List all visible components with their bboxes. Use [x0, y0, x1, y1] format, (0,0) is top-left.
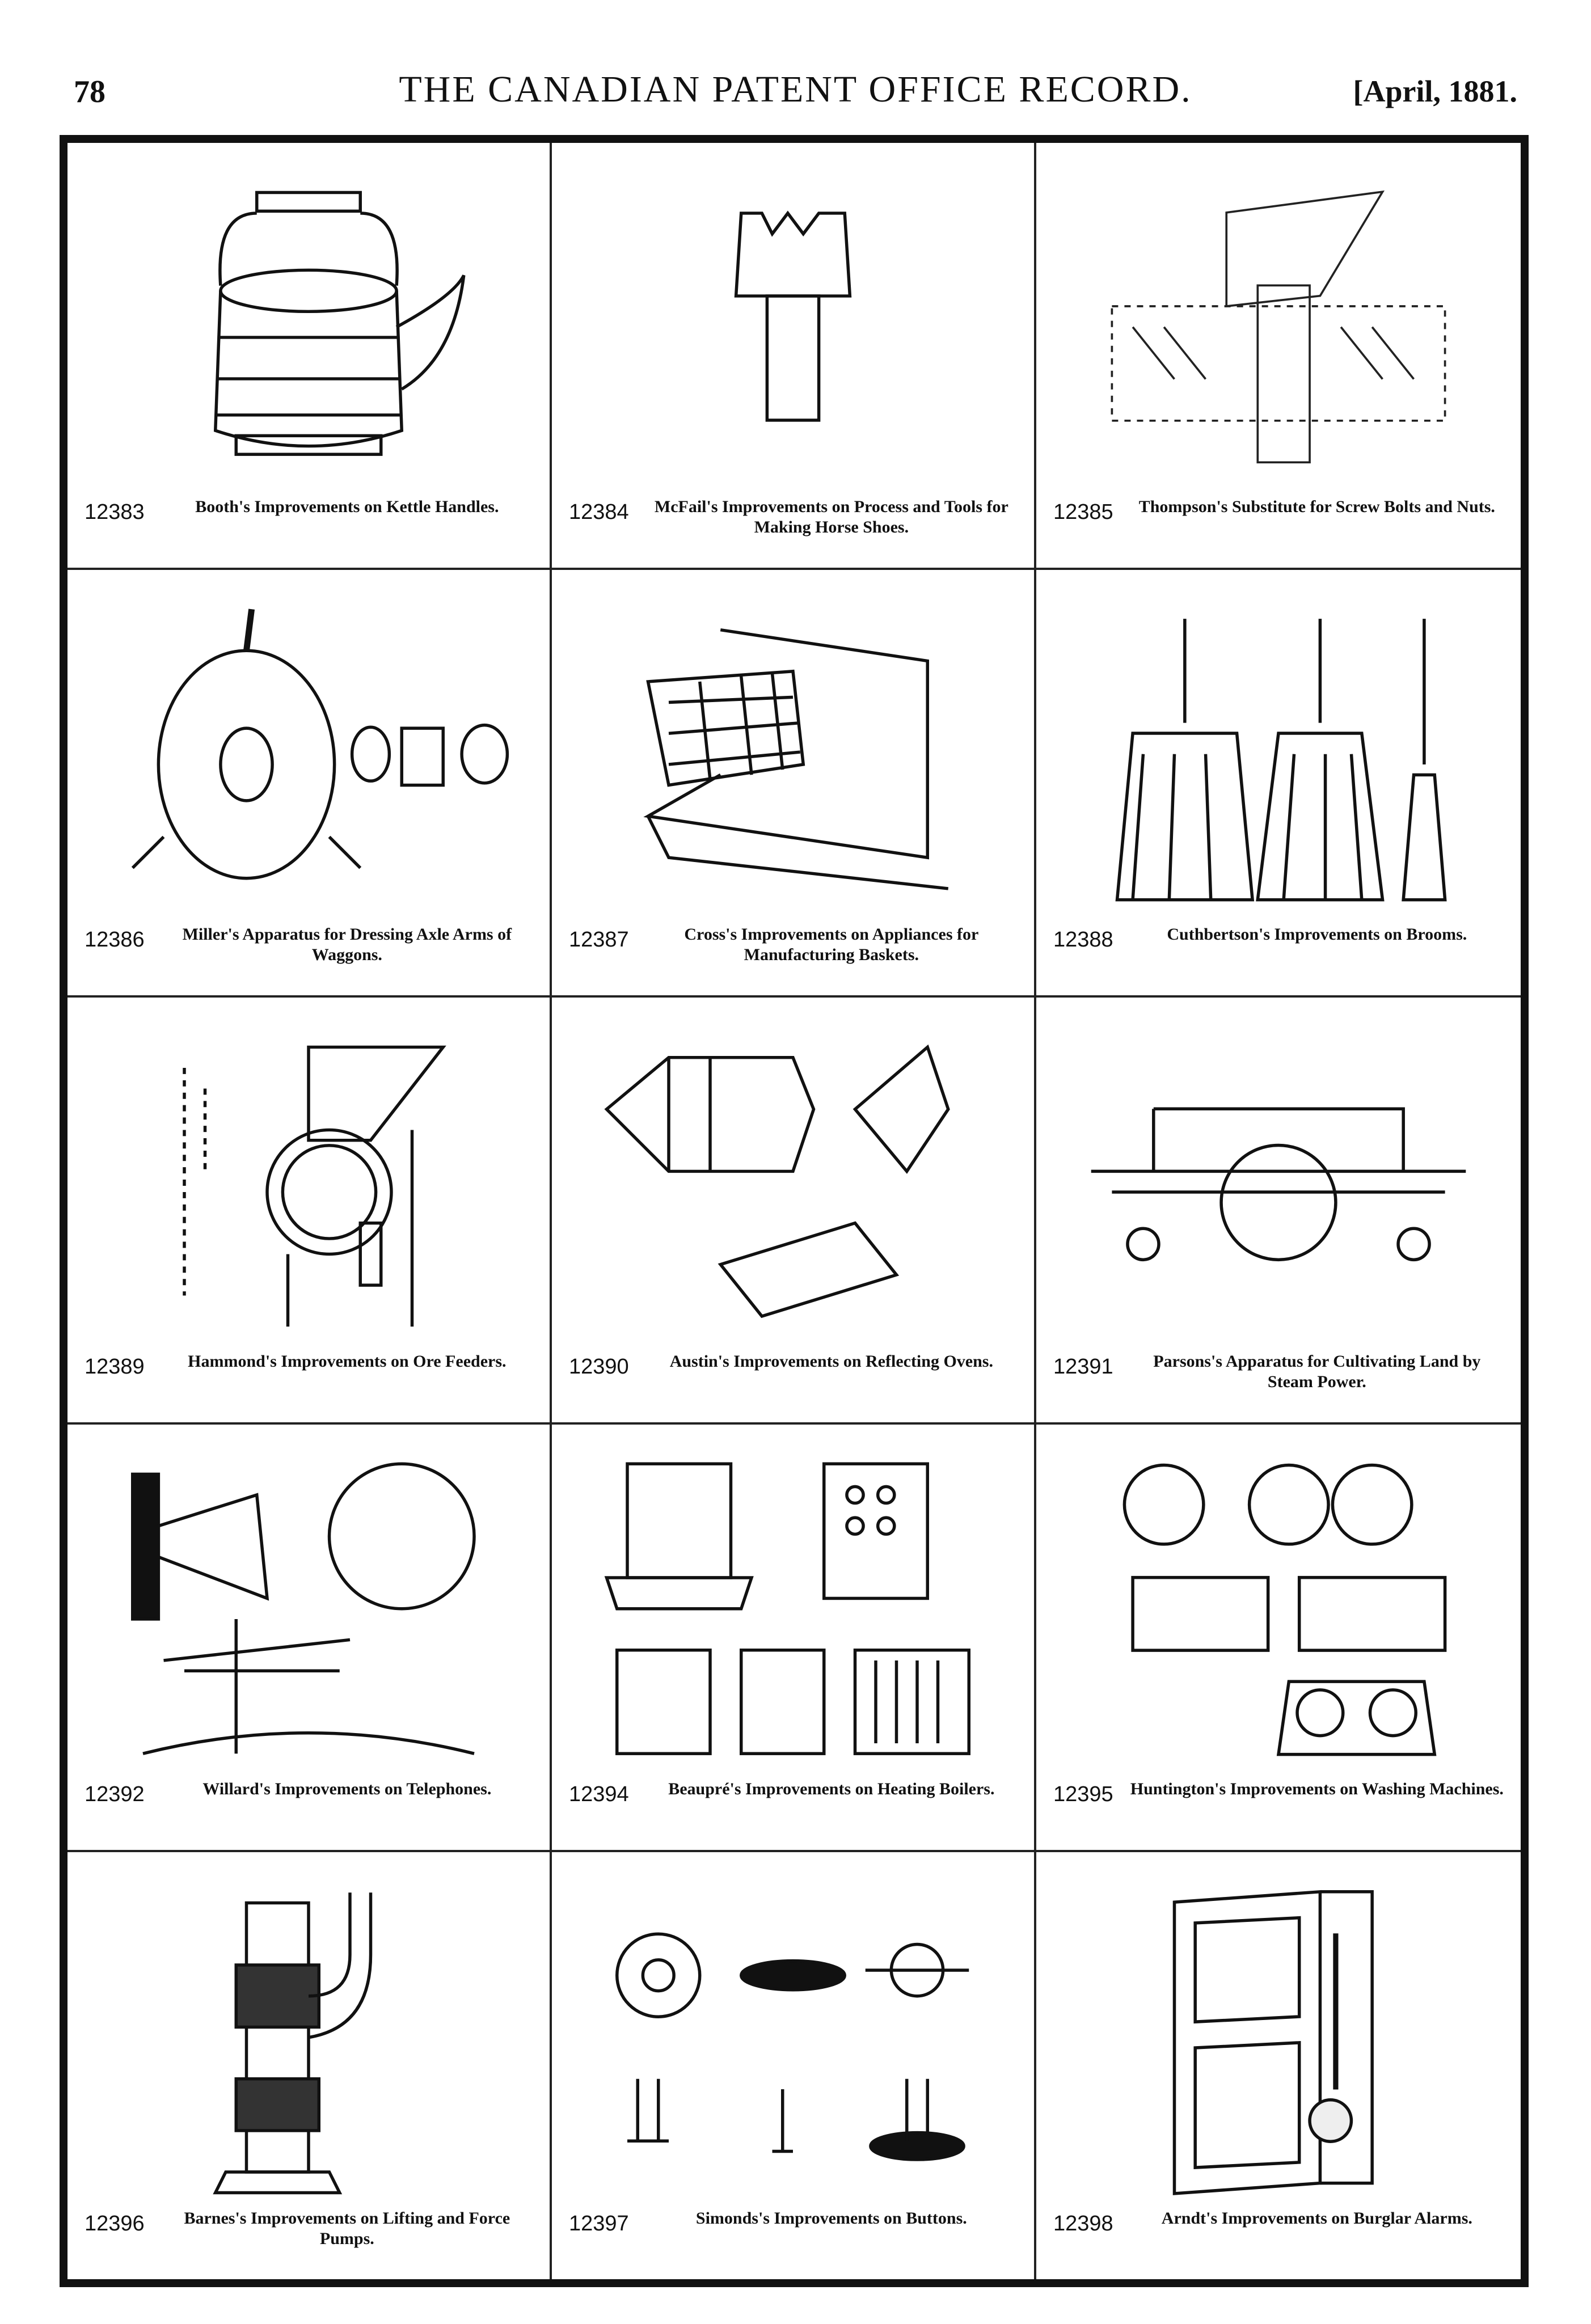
ore-feeder-illustration	[102, 1020, 516, 1343]
patent-title: Beaupré's Improvements on Heating Boilers.	[668, 1779, 995, 1798]
patent-title: Thompson's Substitute for Screw Bolts and Nuts.	[1138, 497, 1495, 517]
patent-caption	[569, 497, 1017, 553]
patent-cell	[67, 143, 552, 570]
patent-number: 12386	[85, 927, 145, 952]
patent-number: 12387	[569, 927, 629, 952]
patent-caption	[569, 924, 1017, 981]
kettle-illustration	[102, 166, 516, 488]
patent-title: Austin's Improvements on Reflecting Ovens.	[669, 1352, 993, 1371]
patent-number: 12391	[1053, 1355, 1113, 1379]
patent-title: Willard's Improvements on Telephones.	[202, 1779, 492, 1798]
page-number: 78	[74, 74, 105, 109]
patent-title: Arndt's Improvements on Burglar Alarms.	[1161, 2209, 1472, 2228]
patent-title: Booth's Improvements on Kettle Handles.	[195, 497, 499, 517]
pump-illustration	[102, 1875, 516, 2200]
telephone-illustration	[102, 1447, 516, 1770]
patent-caption	[1053, 497, 1504, 553]
patent-title: Cross's Improvements on Appliances for Manufacturing Baskets.	[684, 924, 979, 964]
patent-number: 12395	[1053, 1782, 1113, 1806]
buttons-illustration	[586, 1875, 1000, 2200]
issue-date: [April, 1881.	[1353, 74, 1517, 108]
steam-cultivator-illustration	[1070, 1020, 1487, 1343]
heating-boiler-illustration	[586, 1447, 1000, 1770]
patent-title: Cuthbertson's Improvements on Brooms.	[1167, 924, 1467, 944]
basket-appliance-illustration	[586, 593, 1000, 915]
patent-number: 12383	[85, 500, 145, 525]
patent-caption	[1053, 1351, 1504, 1408]
bolt-section-illustration	[1070, 166, 1487, 488]
plate-frame	[60, 135, 1529, 2287]
page-header	[0, 62, 1591, 130]
patent-cell	[1036, 1852, 1521, 2279]
patent-number: 12384	[569, 500, 629, 525]
brooms-illustration	[1070, 593, 1487, 915]
axle-dressing-illustration	[102, 593, 516, 915]
patent-number: 12396	[85, 2212, 145, 2236]
patent-cell	[1036, 570, 1521, 997]
patent-caption	[85, 497, 533, 553]
patent-caption	[1053, 924, 1504, 981]
patent-caption	[1053, 2208, 1504, 2265]
patent-number: 12398	[1053, 2212, 1113, 2236]
patent-cell	[1036, 998, 1521, 1425]
patent-cell	[67, 1852, 552, 2279]
patent-cell	[552, 998, 1036, 1425]
patent-cell	[67, 1425, 552, 1852]
patent-number: 12397	[569, 2212, 629, 2236]
patent-number: 12385	[1053, 500, 1113, 525]
burglar-alarm-illustration	[1070, 1875, 1487, 2200]
horseshoe-tool-illustration	[586, 166, 1000, 488]
reflecting-oven-illustration	[586, 1020, 1000, 1343]
patent-grid	[67, 143, 1521, 2279]
patent-cell	[67, 998, 552, 1425]
patent-number: 12389	[85, 1355, 145, 1379]
patent-number: 12388	[1053, 927, 1113, 952]
patent-number: 12392	[85, 1782, 145, 1806]
patent-caption	[569, 2208, 1017, 2265]
patent-caption	[1053, 1779, 1504, 1836]
patent-title: McFail's Improvements on Process and Tools for Making Horse Shoes.	[654, 497, 1008, 537]
patent-caption	[569, 1351, 1017, 1408]
washing-machine-illustration	[1070, 1447, 1487, 1770]
patent-title: Simonds's Improvements on Buttons.	[695, 2209, 967, 2228]
patent-caption	[569, 1779, 1017, 1836]
patent-cell	[552, 1425, 1036, 1852]
patent-cell	[1036, 143, 1521, 570]
patent-title: Barnes's Improvements on Lifting and Force Pumps.	[184, 2209, 510, 2248]
patent-title: Parsons's Apparatus for Cultivating Land by Steam Power.	[1153, 1352, 1481, 1392]
patent-title: Hammond's Improvements on Ore Feeders.	[188, 1352, 507, 1371]
patent-caption	[85, 2208, 533, 2265]
patent-cell	[552, 1852, 1036, 2279]
patent-number: 12394	[569, 1782, 629, 1806]
patent-cell	[552, 570, 1036, 997]
patent-cell	[1036, 1425, 1521, 1852]
patent-caption	[85, 1351, 533, 1408]
patent-title: Miller's Apparatus for Dressing Axle Arms of Waggons.	[182, 924, 512, 964]
patent-title: Huntington's Improvements on Washing Machines.	[1130, 1779, 1504, 1798]
patent-caption	[85, 1779, 533, 1836]
patent-cell	[67, 570, 552, 997]
patent-caption	[85, 924, 533, 981]
patent-cell	[552, 143, 1036, 570]
publication-title: THE CANADIAN PATENT OFFICE RECORD.	[399, 69, 1192, 110]
patent-number: 12390	[569, 1355, 629, 1379]
